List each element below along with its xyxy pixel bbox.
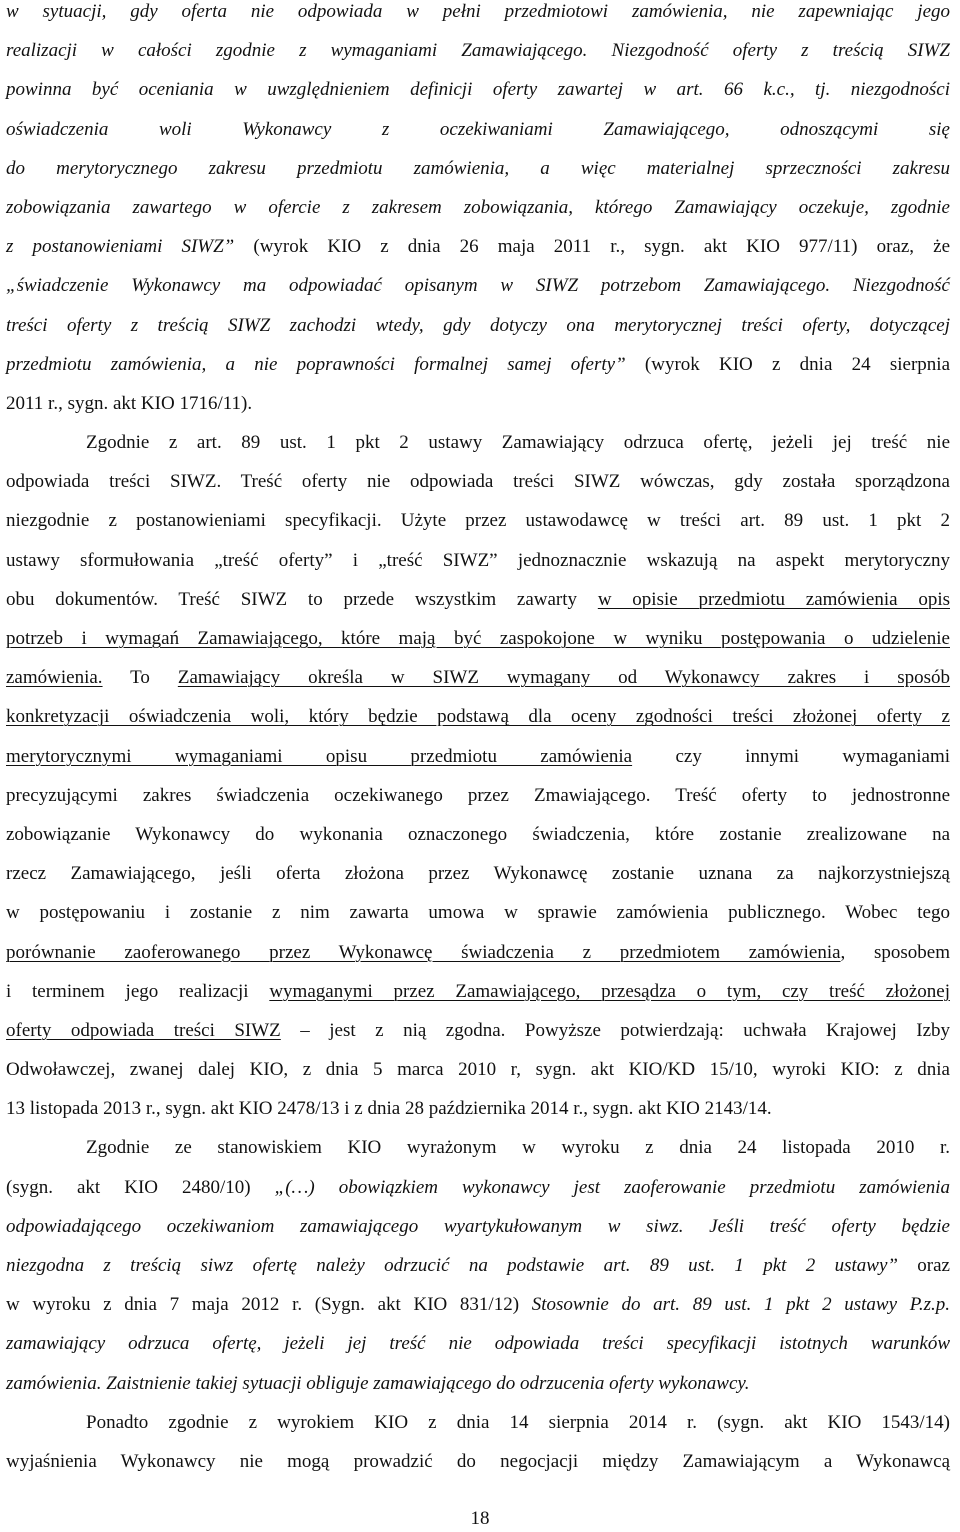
text-segment: w postępowaniu i zostanie z nim zawarta umowa w sprawie zamówienia publicznego. Wobec tego: [6, 902, 950, 924]
text-line: [6, 345, 950, 384]
text-line: [6, 1442, 950, 1481]
underlined-text: Zamawiający określa w SIWZ wymagany od Wykonawcy zakres i sposób: [177, 667, 951, 689]
text-segment: (wyrok KIO z dnia 26 maja 2011 r., sygn. akt KIO 977/11) oraz, że: [253, 236, 950, 258]
text-line: [6, 815, 950, 854]
italic-text: zobowiązania zawartego w ofercie z zakresem zobowiązania, którego Zamawiający oczekuje, zgodnie: [6, 196, 950, 218]
text-segment: obu dokumentów. Treść SIWZ to przede wszystkim zawarty: [6, 588, 598, 610]
text-line: [6, 266, 950, 305]
text-line: [6, 462, 950, 501]
text-segment: w wyroku z dnia 7 maja 2012 r. (Sygn. akt KIO 831/12): [6, 1294, 532, 1316]
text-line: [6, 227, 950, 266]
text-line: [6, 541, 950, 580]
text-line: [6, 188, 950, 227]
text-line: [6, 149, 950, 188]
text-line: [6, 1089, 950, 1128]
italic-text: zamówienia. Zaistnienie takiej sytuacji obliguje zamawiającego do odrzucenia oferty wykonawcy.: [6, 1372, 750, 1394]
text-segment: Ponadto zgodnie z wyrokiem KIO z dnia 14 sierpnia 2014 r. (sygn. akt KIO 1543/14): [86, 1411, 950, 1433]
italic-text: w sytuacji, gdy oferta nie odpowiada w pełni przedmiotowi zamówienia, nie zapewniając jego: [6, 1, 950, 22]
text-segment: niezgodnie z postanowieniami specyfikacji. Użyte przez ustawodawcę w treści art. 89 ust. 1 pkt 2: [6, 510, 950, 532]
text-line: [6, 1128, 950, 1167]
text-line: [6, 580, 950, 619]
text-line: [6, 31, 950, 70]
text-line: [6, 1285, 950, 1324]
italic-text: odpowiadającego oczekiwaniom zamawiającego wyartykułowanym w siwz. Jeśli treść oferty będzie: [6, 1215, 950, 1237]
text-line: [6, 423, 950, 462]
text-segment: rzecz Zamawiającego, jeśli oferta złożona przez Wykonawcę zostanie uznana za najkorzystniejszą: [6, 863, 950, 885]
italic-text: treści oferty z treścią SIWZ zachodzi wtedy, gdy dotyczy ona merytorycznej treści oferty, dotyczącej: [6, 314, 950, 336]
text-segment: czy innymi wymaganiami: [632, 745, 950, 767]
underlined-text: potrzeb i wymagań Zamawiającego, które mają być zaspokojone w wyniku postępowania o udzielenie: [6, 628, 950, 649]
italic-text: „(…) obowiązkiem wykonawcy jest zaoferowanie przedmiotu zamówienia: [274, 1176, 951, 1198]
text-segment: zobowiązanie Wykonawcy do wykonania oznaczonego świadczenia, które zostanie zrealizowane na: [6, 823, 950, 845]
text-line: [6, 110, 950, 149]
underlined-text: porównanie zaoferowanego przez Wykonawcę świadczenia z przedmiotem zamówienia: [6, 941, 841, 963]
text-line: [6, 776, 950, 815]
text-segment: odpowiada treści SIWZ. Treść oferty nie odpowiada treści SIWZ wówczas, gdy została sporządzona: [6, 471, 950, 493]
text-line: [6, 893, 950, 932]
text-line: [6, 658, 950, 697]
italic-text: Stosownie do art. 89 ust. 1 pkt 2 ustawy P.z.p.: [531, 1294, 950, 1316]
italic-text: przedmiotu zamówienia, a nie poprawności formalnej samej oferty”: [6, 353, 645, 375]
text-line: [6, 1324, 950, 1363]
text-line: [6, 619, 950, 658]
text-segment: precyzującymi zakres świadczenia oczekiwanego przez Zmawiającego. Treść oferty to jednostronne: [6, 784, 950, 806]
underlined-text: merytorycznymi wymaganiami opisu przedmiotu zamówienia: [6, 745, 633, 767]
text-line: [6, 933, 950, 972]
text-line: [6, 1011, 950, 1050]
text-segment: Odwoławczej, zwanej dalej KIO, z dnia 5 marca 2010 r, sygn. akt KIO/KD 15/10, wyroki KIO: z dnia: [6, 1059, 950, 1081]
text-line: [6, 854, 950, 893]
text-segment: ustawy sformułowania „treść oferty” i „treść SIWZ” jednoznacznie wskazują na aspekt merytoryczny: [6, 549, 950, 571]
page-number: 18: [470, 1508, 490, 1529]
underlined-text: zamówienia.: [6, 667, 103, 689]
underlined-text: w opisie przedmiotu zamówienia opis: [597, 588, 950, 610]
text-line: [6, 1403, 950, 1442]
text-segment: (wyrok KIO z dnia 24 sierpnia: [644, 353, 950, 375]
italic-text: do merytorycznego zakresu przedmiotu zamówienia, a więc materialnej sprzeczności zakresu: [6, 157, 950, 179]
text-line: [6, 384, 950, 423]
italic-text: oświadczenia woli Wykonawcy z oczekiwaniami Zamawiającego, odnoszącymi się: [6, 118, 950, 140]
text-line: [6, 972, 950, 1011]
italic-text: realizacji w całości zgodnie z wymaganiami Zamawiającego. Niezgodność oferty z treścią SIWZ: [6, 40, 950, 62]
text-segment: 2011 r., sygn. akt KIO 1716/11).: [6, 392, 253, 414]
italic-text: niezgodna z treścią siwz ofertę należy odrzucić na podstawie art. 89 ust. 1 pkt 2 ustawy”: [6, 1255, 918, 1276]
text-line: [6, 1168, 950, 1207]
text-line: [6, 501, 950, 540]
text-segment: To: [102, 667, 178, 689]
underlined-text: konkretyzacji oświadczenia woli, który będzie podstawą dla oceny zgodności treści złożonej oferty z: [6, 706, 950, 728]
text-segment: (sygn. akt KIO 2480/10): [6, 1176, 275, 1198]
underlined-text: wymaganymi przez Zamawiającego, przesądza o tym, czy treść złożonej: [269, 980, 950, 1002]
text-line: [6, 0, 950, 31]
text-segment: Zgodnie z art. 89 ust. 1 pkt 2 ustawy Zamawiający odrzuca ofertę, jeżeli jej treść nie: [86, 432, 950, 454]
text-line: [6, 306, 950, 345]
text-line: [6, 1050, 950, 1089]
text-segment: – jest z nią zgodna. Powyższe potwierdzają: uchwała Krajowej Izby: [280, 1019, 951, 1041]
text-line: [6, 1207, 950, 1246]
text-segment: Zgodnie ze stanowiskiem KIO wyrażonym w wyroku z dnia 24 listopada 2010 r.: [86, 1137, 950, 1159]
text-segment: 13 listopada 2013 r., sygn. akt KIO 2478/13 i z dnia 28 października 2014 r., sygn. akt KIO 2143/14.: [6, 1098, 772, 1120]
italic-text: z postanowieniami SIWZ”: [6, 236, 254, 258]
text-line: [6, 70, 950, 109]
text-segment: wyjaśnienia Wykonawcy nie mogą prowadzić do negocjacji między Zamawiającym a Wykonawcą: [6, 1450, 950, 1472]
italic-text: „świadczenie Wykonawcy ma odpowiadać opisanym w SIWZ potrzebom Zamawiającego. Niezgodność: [6, 275, 950, 297]
text-line: [6, 737, 950, 776]
underlined-text: oferty odpowiada treści SIWZ: [6, 1019, 281, 1041]
italic-text: zamawiający odrzuca ofertę, jeżeli jej treść nie odpowiada treści specyfikacji istotnych warunków: [6, 1333, 950, 1355]
text-segment: i terminem jego realizacji: [6, 980, 270, 1002]
italic-text: powinna być oceniania w uwzględnieniem definicji oferty zawartej w art. 66 k.c., tj. niezgodności: [6, 79, 950, 101]
text-line: [6, 1364, 950, 1403]
text-segment: oraz: [917, 1255, 950, 1276]
text-line: [6, 697, 950, 736]
text-line: [6, 1246, 950, 1285]
text-segment: , sposobem: [840, 941, 950, 963]
document-body: [6, 0, 950, 1481]
